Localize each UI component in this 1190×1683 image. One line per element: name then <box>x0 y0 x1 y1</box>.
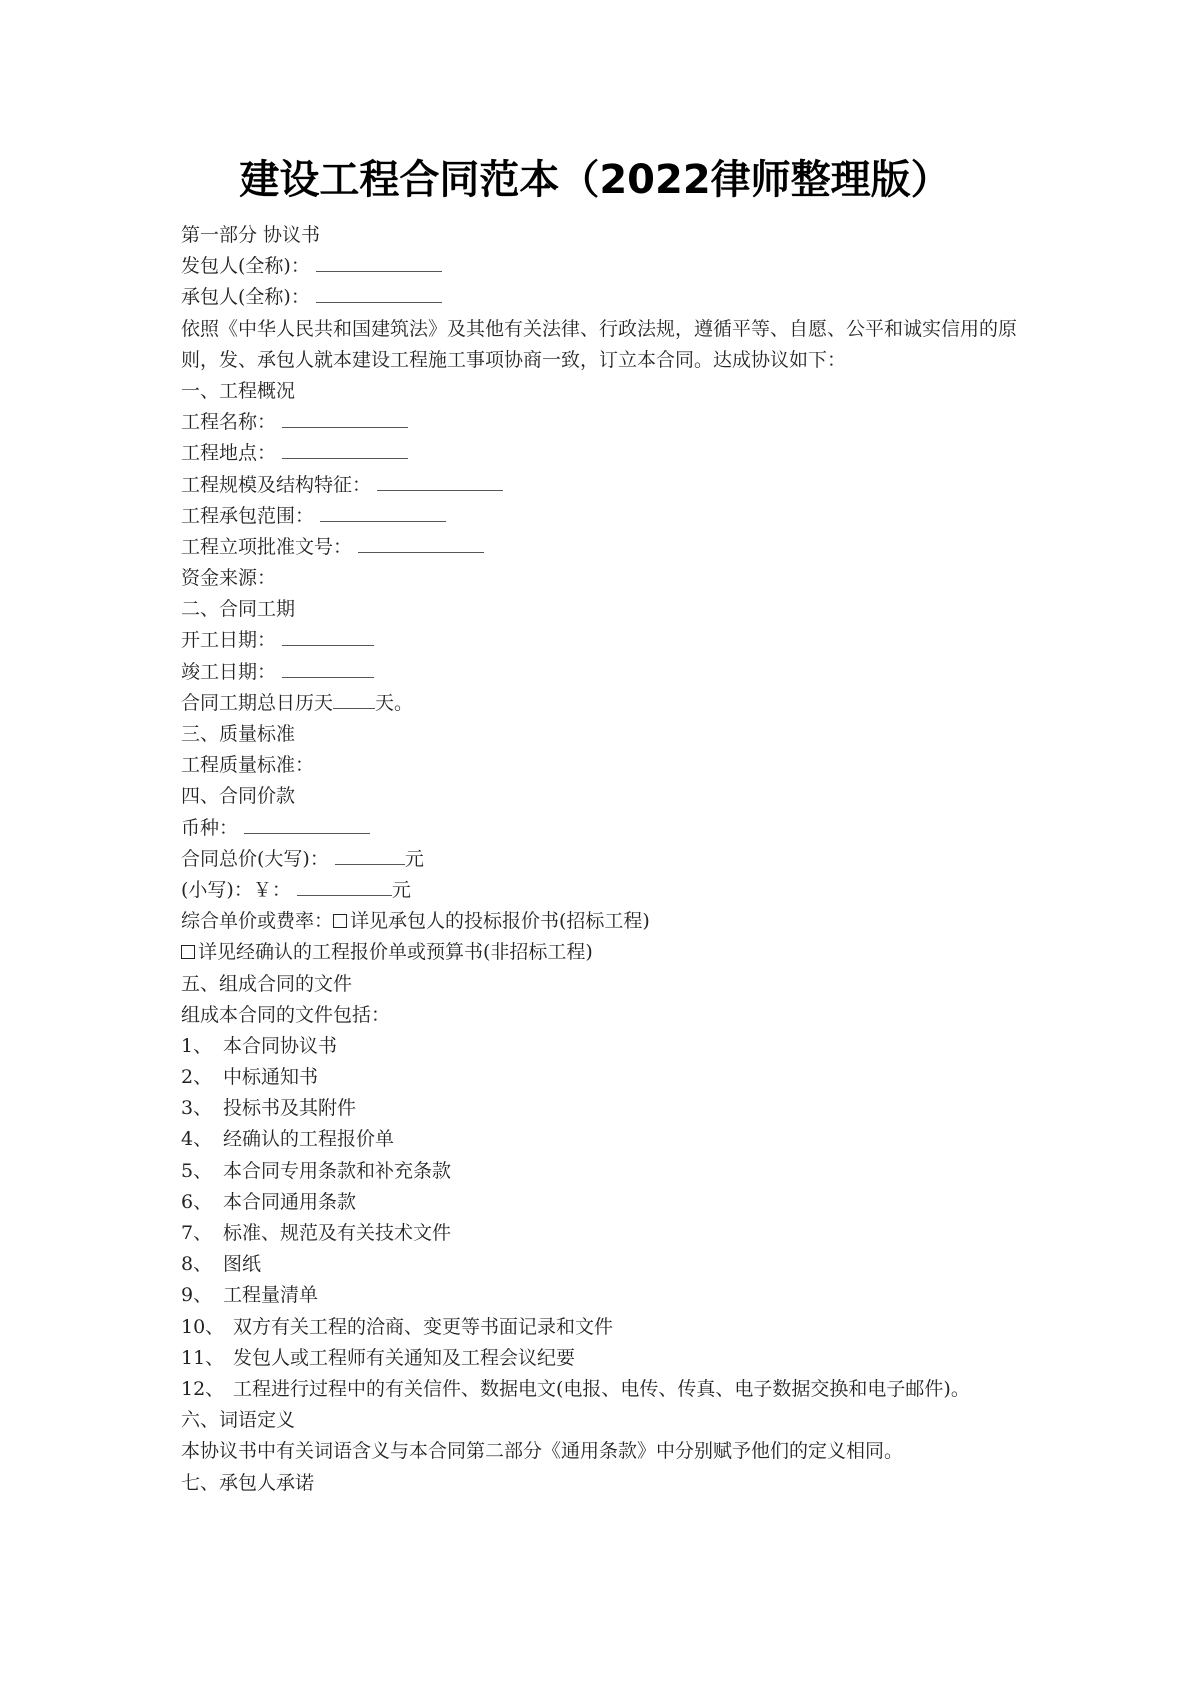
list-item <box>181 1093 1021 1124</box>
list-item-number: 10、 <box>181 1315 225 1338</box>
start-date-label: 开工日期： <box>181 629 277 652</box>
total-price-figures-label: (小写)：￥： <box>181 878 291 901</box>
currency-blank[interactable] <box>244 813 370 834</box>
list-item-number: 1、 <box>181 1034 213 1057</box>
list-item <box>181 1280 1021 1311</box>
section6-heading: 六、词语定义 <box>181 1409 296 1432</box>
approval-number-label: 工程立项批准文号： <box>181 535 353 558</box>
total-days-blank[interactable] <box>333 688 375 709</box>
employer-label: 发包人(全称)： <box>181 255 310 278</box>
contractor-field-row <box>181 282 1021 313</box>
list-item <box>181 1031 1021 1062</box>
list-item-text: 本合同通用条款 <box>223 1190 357 1213</box>
list-item-number: 11、 <box>181 1346 225 1369</box>
list-item-text: 本合同协议书 <box>223 1034 338 1057</box>
list-item-number: 4、 <box>181 1128 213 1151</box>
part-heading: 第一部分 协议书 <box>181 224 321 246</box>
project-name-blank[interactable] <box>282 407 408 428</box>
total-price-figures-row <box>181 875 1021 906</box>
list-item <box>181 1312 1021 1343</box>
section3-heading: 三、质量标准 <box>181 723 296 746</box>
total-price-words-row <box>181 844 1021 875</box>
non-tender-option-checkbox[interactable] <box>181 945 195 959</box>
total-price-words-label: 合同总价(大写)： <box>181 847 329 870</box>
list-item-text: 经确认的工程报价单 <box>223 1128 395 1151</box>
section5-heading: 五、组成合同的文件 <box>181 972 353 995</box>
total-price-words-unit: 元 <box>404 847 424 870</box>
employer-field-row <box>181 251 1021 282</box>
total-days-prefix: 合同工期总日历天 <box>181 691 334 714</box>
unit-price-label: 综合单价或费率： <box>181 910 334 933</box>
contract-scope-label: 工程承包范围： <box>181 504 315 527</box>
list-item <box>181 1343 1021 1374</box>
document-body <box>181 220 1021 1499</box>
list-item-text: 发包人或工程师有关通知及工程会议纪要 <box>233 1346 576 1369</box>
list-item <box>181 1156 1021 1187</box>
list-item-text: 工程量清单 <box>223 1284 319 1307</box>
start-date-blank[interactable] <box>282 625 374 646</box>
list-item-text: 投标书及其附件 <box>223 1097 357 1120</box>
non-tender-option-label: 详见经确认的工程报价单或预算书(非招标工程) <box>198 941 593 964</box>
tender-option-checkbox[interactable] <box>333 914 347 928</box>
section1-heading: 一、工程概况 <box>181 379 296 402</box>
total-price-words-blank[interactable] <box>335 844 405 865</box>
list-item-text: 图纸 <box>223 1253 262 1276</box>
document-title: 建设工程合同范本（2022律师整理版） <box>239 157 951 203</box>
completion-date-row <box>181 657 1021 688</box>
tender-option-label: 详见承包人的投标报价书(招标工程) <box>350 910 650 933</box>
completion-date-blank[interactable] <box>282 657 374 678</box>
contractor-blank[interactable] <box>316 282 442 303</box>
list-item <box>181 1249 1021 1280</box>
preamble-paragraph: 依照《中华人民共和国建筑法》及其他有关法律、行政法规，遵循平等、自愿、公平和诚实信用的原则，发、承包人就本建设工程施工事项协商一致，订立本合同。达成协议如下： <box>181 317 1018 371</box>
section4-heading: 四、合同价款 <box>181 785 296 808</box>
list-item-number: 6、 <box>181 1190 213 1213</box>
section6-text: 本协议书中有关词语含义与本合同第二部分《通用条款》中分别赋予他们的定义相同。 <box>181 1440 904 1463</box>
list-item <box>181 1124 1021 1155</box>
list-item-text: 工程进行过程中的有关信件、数据电文(电报、电传、传真、电子数据交换和电子邮件)。 <box>233 1377 970 1400</box>
list-item <box>181 1187 1021 1218</box>
unit-price-row <box>181 906 1021 937</box>
project-scale-label: 工程规模及结构特征： <box>181 473 372 496</box>
list-item-text: 中标通知书 <box>223 1066 319 1089</box>
total-days-row <box>181 688 1021 719</box>
approval-number-row <box>181 532 1021 563</box>
currency-row <box>181 813 1021 844</box>
project-scale-blank[interactable] <box>377 470 503 491</box>
contract-scope-row <box>181 501 1021 532</box>
project-scale-row <box>181 470 1021 501</box>
list-item <box>181 1374 1021 1405</box>
list-item-text: 标准、规范及有关技术文件 <box>223 1222 452 1245</box>
currency-label: 币种： <box>181 816 239 839</box>
list-item-text: 本合同专用条款和补充条款 <box>223 1159 452 1182</box>
section5-intro: 组成本合同的文件包括： <box>181 1003 391 1026</box>
contractor-label: 承包人(全称)： <box>181 286 310 309</box>
non-tender-option-row <box>181 937 1021 968</box>
quality-standard-row: 工程质量标准： <box>181 754 315 777</box>
section7-heading: 七、承包人承诺 <box>181 1471 315 1494</box>
project-location-row <box>181 438 1021 469</box>
list-item-number: 5、 <box>181 1159 213 1182</box>
completion-date-label: 竣工日期： <box>181 660 277 683</box>
list-item-number: 9、 <box>181 1284 213 1307</box>
start-date-row <box>181 625 1021 656</box>
section2-heading: 二、合同工期 <box>181 598 296 621</box>
employer-blank[interactable] <box>316 251 442 272</box>
total-days-suffix: 天。 <box>375 691 414 714</box>
contract-scope-blank[interactable] <box>320 501 446 522</box>
project-location-blank[interactable] <box>282 438 408 459</box>
list-item-number: 7、 <box>181 1222 213 1245</box>
list-item-number: 2、 <box>181 1066 213 1089</box>
approval-number-blank[interactable] <box>358 532 484 553</box>
list-item-text: 双方有关工程的洽商、变更等书面记录和文件 <box>233 1315 614 1338</box>
list-item-number: 12、 <box>181 1377 225 1400</box>
list-item-number: 3、 <box>181 1097 213 1120</box>
total-price-figures-unit: 元 <box>391 878 411 901</box>
project-location-label: 工程地点： <box>181 442 277 465</box>
project-name-label: 工程名称： <box>181 411 277 434</box>
total-price-figures-blank[interactable] <box>297 875 392 896</box>
project-name-row <box>181 407 1021 438</box>
list-item <box>181 1062 1021 1093</box>
funding-source-row: 资金来源： <box>181 567 277 590</box>
list-item <box>181 1218 1021 1249</box>
list-item-number: 8、 <box>181 1253 213 1276</box>
